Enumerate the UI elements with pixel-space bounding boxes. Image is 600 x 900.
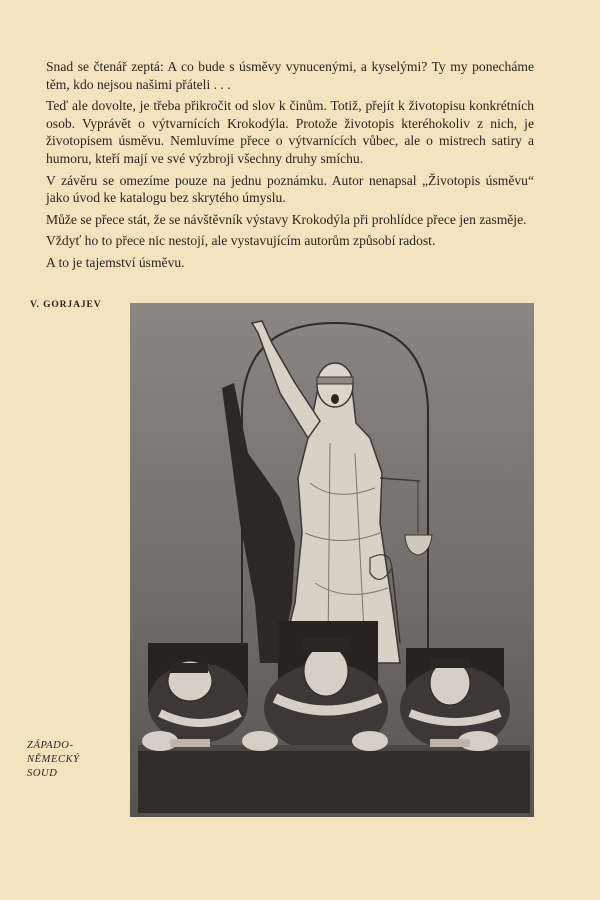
caption-line-1: ZÁPADO-: [27, 740, 74, 751]
paragraph-6: A to je tajemství úsměvu.: [46, 254, 185, 270]
caption-line-3: SOUD: [27, 768, 58, 779]
paragraph-1: Snad se čtenář zeptá: A co bude s úsměvy vynucenými, a kyselými? Ty my ponecháme těm, kdo nejsou našimi přáteli . . .: [46, 59, 534, 92]
caption-line-2: NĚMECKÝ: [27, 754, 80, 765]
paragraph-5: Vždyť ho to přece nic nestojí, ale vystavujícím autorům způsobí radost.: [46, 233, 436, 249]
illustration-caption: [27, 739, 119, 781]
paragraph-4: Může se přece stát, že se návštěvník výstavy Krokodýla při prohlídce přece jen zasměje.: [46, 211, 527, 227]
paragraph-3: V závěru se omezíme pouze na jednu poznámku. Autor nenapsal „Životopis úsměvu“ jako úvod ke katalogu bez skrytého úmyslu.: [46, 172, 534, 206]
cartoon-illustration: [130, 303, 534, 817]
court-cartoon-icon: [130, 303, 534, 817]
artist-credit: V. GORJAJEV: [30, 300, 102, 310]
article-text: [46, 58, 534, 276]
paragraph-2: Teď ale dovolte, je třeba přikročit od slov k činům. Totiž, přejít k životopisu konkrétních osob. Vyprávět o výtvarnících Krokodýla. Protože životopis kteréhokoliv z nich, je životopisem úsměvu. Nemluvíme přece o výtvarnících vůbec, ale o mistrech satiry a humoru, kteří mají ve své výzbroji všechny druhy smíchu.: [46, 98, 534, 166]
